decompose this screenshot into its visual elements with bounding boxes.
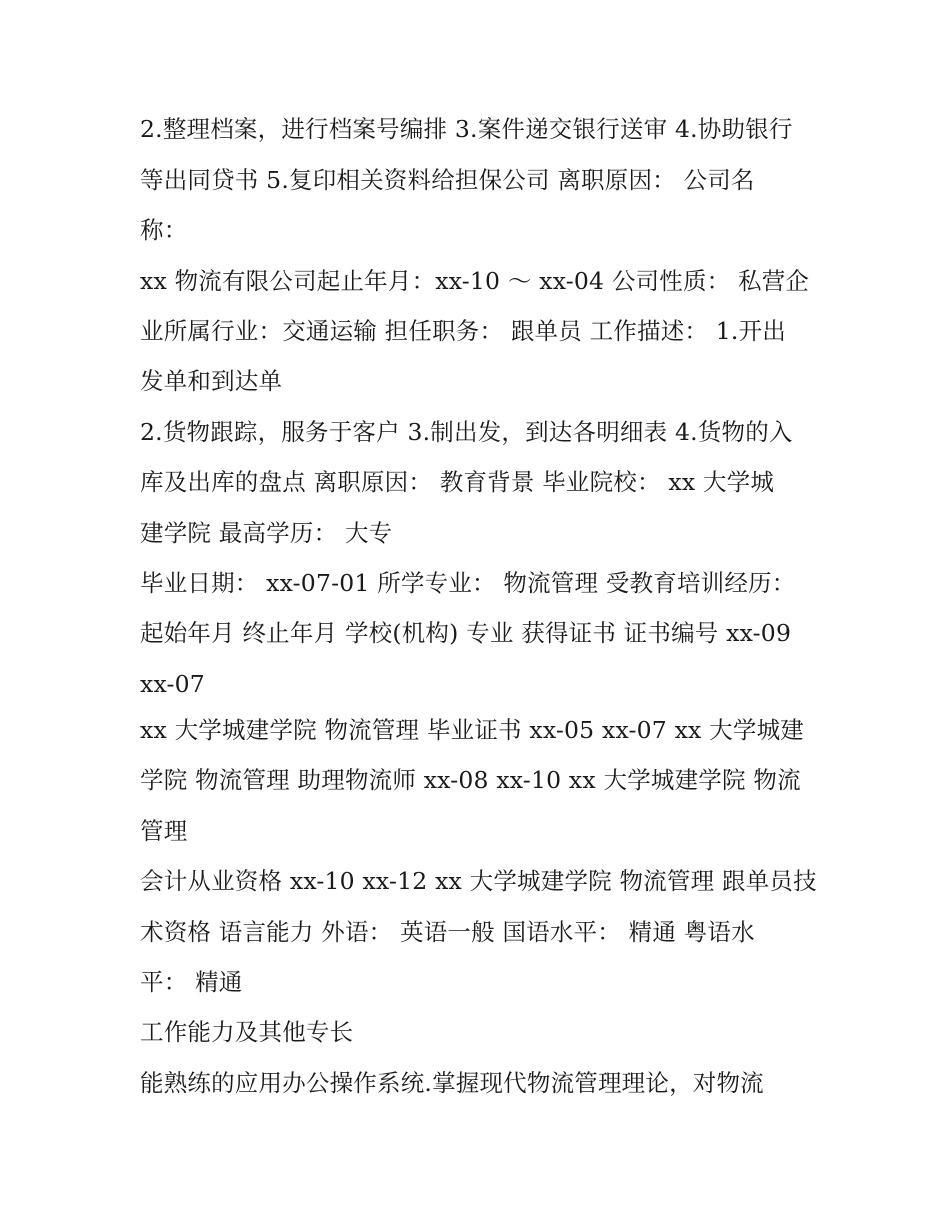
text-line: 管理 (140, 817, 188, 845)
text-line: 发单和到达单 (140, 367, 283, 395)
text-line: 平： 精通 (140, 968, 243, 996)
text-line: xx 物流有限公司起止年月：xx-10 ～ xx-04 公司性质： 私营企 (140, 267, 810, 295)
text-line: 毕业日期： xx-07-01 所学专业： 物流管理 受教育培训经历： (140, 569, 796, 597)
text-line: 库及出库的盘点 离职原因： 教育背景 毕业院校： xx 大学城 (140, 468, 775, 496)
text-line: xx-07 (140, 670, 205, 698)
text-line: 2.货物跟踪，服务于客户 3.制出发，到达各明细表 4.货物的入 (140, 418, 793, 446)
text-line: 等出同贷书 5.复印相关资料给担保公司 离职原因： 公司名 (140, 166, 755, 194)
text-line: xx 大学城建学院 物流管理 毕业证书 xx-05 xx-07 xx 大学城建 (140, 716, 804, 744)
text-line: 称： (140, 216, 188, 244)
text-line: 能熟练的应用办公操作系统.掌握现代物流管理理论，对物流 (140, 1069, 764, 1097)
text-line: 学院 物流管理 助理物流师 xx-08 xx-10 xx 大学城建学院 物流 (140, 766, 801, 794)
text-line: 工作能力及其他专长 (140, 1018, 354, 1046)
text-line: 会计从业资格 xx-10 xx-12 xx 大学城建学院 物流管理 跟单员技 (140, 867, 817, 895)
text-line: 起始年月 终止年月 学校(机构) 专业 获得证书 证书编号 xx-09 (140, 619, 792, 647)
text-line: 术资格 语言能力 外语： 英语一般 国语水平： 精通 粤语水 (140, 918, 755, 946)
text-line: 2.整理档案，进行档案号编排 3.案件递交银行送审 4.协助银行 (140, 115, 793, 143)
text-line: 业所属行业：交通运输 担任职务： 跟单员 工作描述： 1.开出 (140, 317, 787, 345)
text-line: 建学院 最高学历： 大专 (140, 519, 393, 547)
